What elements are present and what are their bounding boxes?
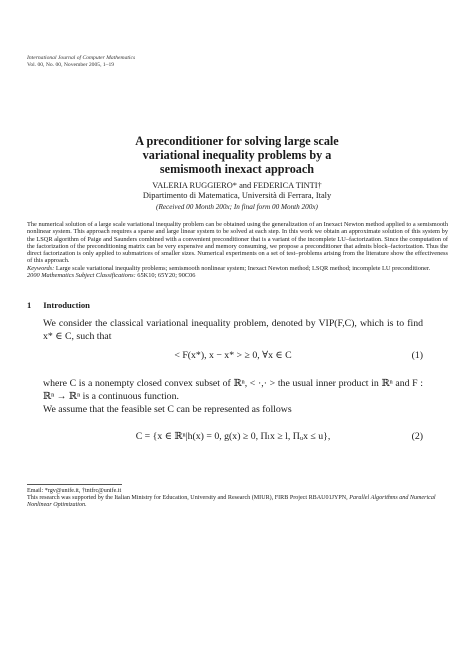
title-line-1: A preconditioner for solving large scale [135,134,339,148]
body-paragraph-1: We consider the classical variational inequality problem, denoted by VIP(F,C), which is to find x* ∈ C, such that [43,318,423,342]
journal-name: International Journal of Computer Mathematics [27,55,136,61]
author-block [40,181,434,212]
abstract [27,221,448,279]
keywords-text: Large scale variational inequality problems; semismooth nonlinear system; Inexact Newton method; LSQR method; incomplete LU preconditioner. [54,264,431,272]
msc [27,272,448,279]
title-line-3: semismooth inexact approach [159,162,315,177]
section-heading [27,300,90,310]
keywords-label: Keywords: [27,264,55,272]
footnote-email: Email: *rgv@unife.it, †tntfrc@unife.it [27,488,122,494]
section-number: 1 [27,300,32,310]
body-paragraph-3: We assume that the feasible set C can be represented as follows [43,404,292,415]
keywords [27,265,448,272]
footnote-support: This research was supported by the Italian Ministry for Education, University and Research (MIUR), FIRB Project RBAU01JYPN, Parallel Algorithms and Numerical Nonlinear Optimization. [27,495,436,509]
equation-2-number: (2) [411,431,423,442]
journal-header [27,55,135,69]
body-paragraph-2: where C is a nonempty closed convex subset of ℝⁿ, < ·,· > the usual inner product in ℝⁿ and F : ℝⁿ → ℝⁿ is a continuous function. [43,378,423,402]
equation-1-math: < F(x*), x − x* > ≥ 0, ∀x ∈ C [174,350,292,361]
footnote-rule [27,484,122,485]
authors: VALERIA RUGGIERO* and FEDERICA TINTI† [152,181,322,190]
affiliation: Dipartimento di Matematica, Università di Ferrara, Italy [142,191,332,201]
equation-2-math: C = {x ∈ ℝⁿ|h(x) = 0, g(x) ≥ 0, Πₗx ≥ l, Πᵤx ≤ u}, [135,431,331,442]
equation-1 [43,350,423,364]
equation-2 [43,431,423,445]
title-line-2: variational inequality problems by a [142,148,332,163]
footnotes [27,488,448,510]
journal-issue: Vol. 00, No. 00, November 2005, 1–19 [27,62,115,68]
abstract-text: The numerical solution of a large scale variational inequality problem can be obtained using the generalization of an Inexact Newton method applied to a semismooth nonlinear system. This approach requires a sparse and large linear system to be solved at each step. In this work we obtain an approximate solution of this system by the LSQR algorithm of Paige and Saunders combined with a convenient preconditioner that is a variant of the incomplete LU–factorization. Since the computation of the factorization of the preconditioning matrix can be very expensive and memory consuming, we propose a preconditioner that admits block–factorization. Thus the direct factorization is only applied to submatrices of smaller sizes. Numerical experiments on a set of test–problems arising from the literature show the effectiveness of this approach. [27,221,448,265]
msc-label: 2000 Mathematics Subject Classifications: [27,272,136,280]
equation-1-number: (1) [411,350,423,361]
msc-text: 65K10; 65Y20; 90C06 [135,272,196,280]
section-title: Introduction [43,300,90,310]
paper-title [40,134,434,177]
received-dates: (Received 00 Month 200x; In final form 00 Month 200x) [156,202,318,211]
